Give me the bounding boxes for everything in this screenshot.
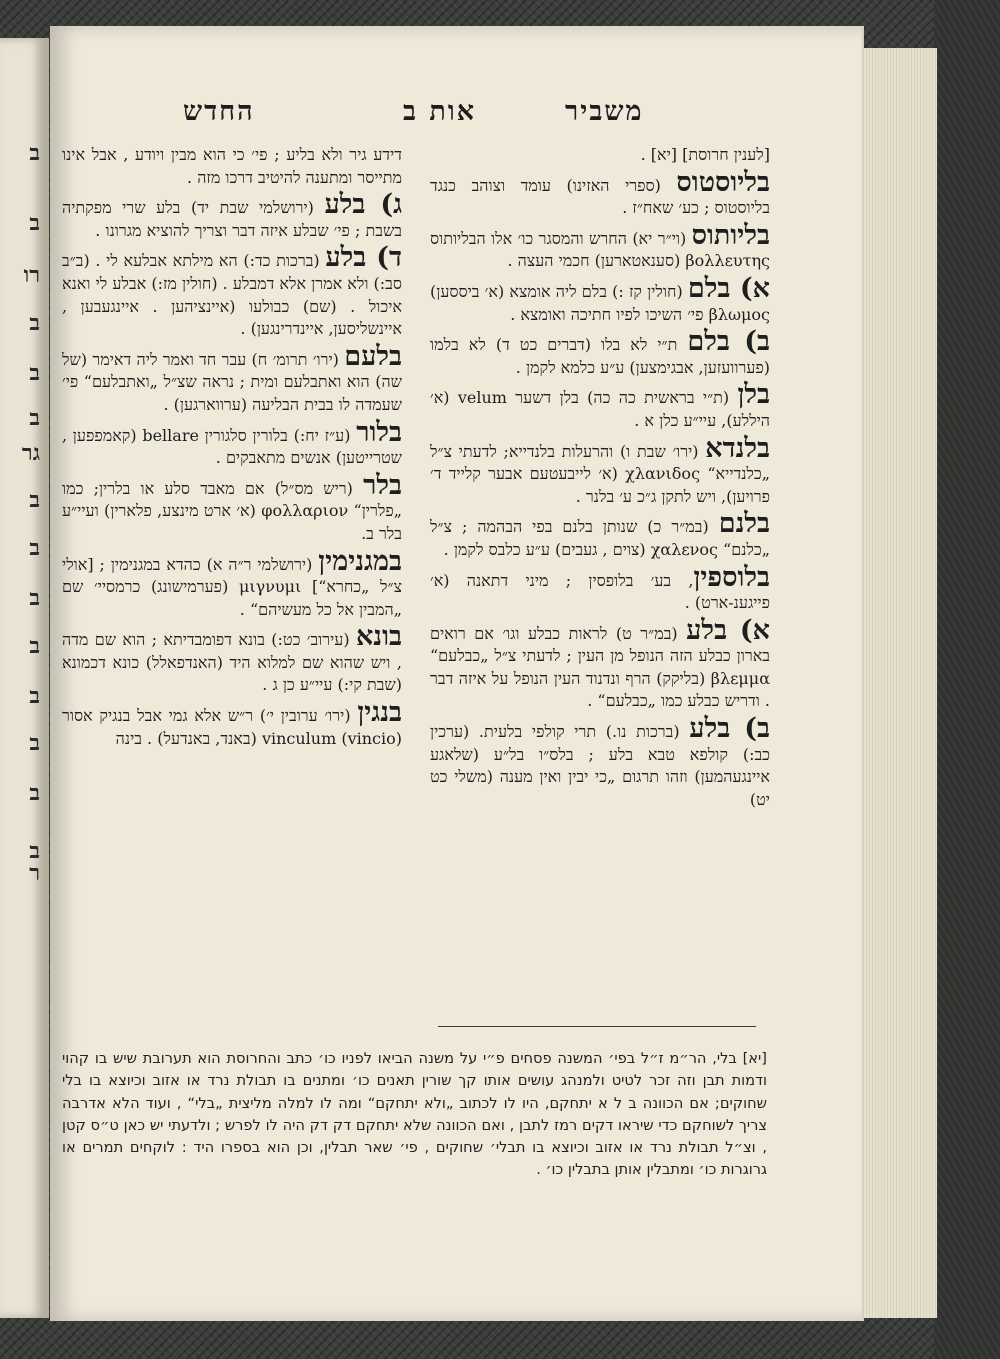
entry-headword: במגנימין xyxy=(318,545,402,577)
left-page-letter: ב xyxy=(29,310,40,336)
dictionary-entry xyxy=(62,545,402,622)
entry-headword: א) בלע xyxy=(686,614,771,646)
entry-headword: בליותוס xyxy=(691,219,770,251)
entry-headword: בליוסטוס xyxy=(676,166,770,198)
left-page-letter: ב xyxy=(29,780,40,806)
dictionary-entry xyxy=(62,244,402,340)
entry-text: (ירו׳ ערובין י׳) ר״ש אלא גמי אבל בנגיק אסור vinculum (vincio) (באנד, באנדעל) . בינה xyxy=(62,706,402,748)
dictionary-entry xyxy=(430,272,771,326)
entry-headword: ב) בלע xyxy=(689,713,771,745)
dictionary-entry xyxy=(430,144,770,167)
left-page-letter: ב xyxy=(29,730,40,756)
dictionary-entry xyxy=(62,191,402,242)
entry-text: (ירושלמי שבת יד) בלע שרי מפקתיה בשבת ; פי׳ שבלע איזה דבר וצריך להוציא מגרונו . xyxy=(62,198,402,240)
dictionary-entry xyxy=(430,328,770,379)
entry-headword: ב) בלם xyxy=(687,326,771,358)
left-page-letter: ר xyxy=(29,860,40,886)
entry-text: (ירו׳ שבת ו) והרעלות בלנדייא; לדעתי צ״ל „כלנדייא“ χλανιδος (א׳ לייבעטעם אבער קלייד ד׳ פרויען), ויש לתקן ג״כ ע׳ בלנר . xyxy=(430,441,770,506)
left-page-letter: ב xyxy=(29,487,40,513)
entry-text: (ריש מס״ל) אם מאבד סלע או בלרין; כמו „פלרין“ φολλαριον (א׳ ארט מינצע, פלארין) ועיי״ע בלר ב. xyxy=(62,478,402,543)
entry-text: (ת״י בראשית כה כה) בלן דשער velum (א׳ היללע), עיי״ע כלן א . xyxy=(430,388,770,430)
entry-headword: בלור xyxy=(356,416,403,448)
dictionary-entry xyxy=(430,510,770,561)
dictionary-entry xyxy=(62,469,402,546)
left-page-edge xyxy=(0,38,49,1318)
dictionary-entry xyxy=(430,432,770,509)
entry-headword: בלנדא xyxy=(705,432,770,464)
left-page-letter: ב xyxy=(29,683,40,709)
footnote: [יא] בלי, הר״מ ז״ל בפי׳ המשנה פסחים פ״י על משנה הביאו לפניו כו׳ כתב והחרוסת הוא תערובת שיש בו קהוי ודמות תבן וזה זכר לטיט ולמנהג עושים אותו קך שורין תאנים כו׳ ומתנים בו תבולת נרד או אזוב וכיוצא בו בלי שחוקים; אם הכוונה ב ל א יתחקם, היו לו לכתוב „ולא יתחקם“ ומה לו למלה מליצית „בלי“ , ועוד הלא אדרבה צריך לשוחקם כדי שיראו דקים רמז לתבן , ואם הכוונה שלא יתחקם דק דק היה לו לפרש ; ולדעתי יש כאן ט״ס קטן , וצ״ל תבולת נרד או אזוב וכיוצא בו תבלי׳ שחוקים , פי׳ שאר תבלין, וכן הוא בספרו היד : לוקחים תמרים או גרוגרות כו׳ ומתבלין אותן בתבלין כו׳ . xyxy=(62,1050,767,1179)
entry-text: [לענין חרוסת] [יא] . xyxy=(640,145,770,164)
left-page-letter: ב xyxy=(29,585,40,611)
dictionary-entry xyxy=(430,381,770,432)
running-head-left: החדש xyxy=(183,96,255,127)
running-head-right: משביר xyxy=(565,96,644,127)
running-head-center: אות ב xyxy=(403,96,477,127)
dictionary-entry xyxy=(430,219,770,273)
left-page-letter: ב xyxy=(29,140,40,166)
entry-headword: ג) בלע xyxy=(324,189,402,221)
book-board-right xyxy=(934,0,1000,1359)
left-page-letter: רו xyxy=(23,262,40,288)
left-page-letter: ב xyxy=(29,535,40,561)
entry-text: ת״י לא בלו (דברים כט ד) לא בלמו (פערוועזען, אבגימצען) ע״ע כלמא לקמן . xyxy=(430,335,770,377)
dictionary-entry xyxy=(430,561,770,615)
left-page-letter: ב xyxy=(29,405,40,431)
entry-text: (עירוב׳ כט:) בונא דפומבדיתא ; הוא שם מדה , ויש שהוא שם למלוא היד (האנדפאלל) כונא דכמונא (שבת קי:) עיי״ע כן ג . xyxy=(62,630,402,695)
entry-text: (וי״ר יא) החרש והמסגר כו׳ אלו הבליותוס βολλευτης (סענאטארען) חכמי העצה . xyxy=(430,228,770,271)
left-page-letter: ב xyxy=(29,633,40,659)
entry-text: (חולין קז :) בלם ליה אומצא (א׳ ביססען) βλωμος פי׳ השיכו לפיו חתיכה ואומצא . xyxy=(430,281,770,324)
entry-text: , בע׳ בלופסין ; מיני דתאנה (א׳ פייגענ-ארט) . xyxy=(430,570,770,613)
dictionary-entry xyxy=(430,166,770,220)
dictionary-entry xyxy=(430,614,771,713)
left-page-letter: ב xyxy=(29,838,40,864)
entry-headword: בלוספין xyxy=(693,561,770,593)
column-right xyxy=(430,144,770,813)
entry-headword: א) בלם xyxy=(687,272,771,304)
left-page-letter: גר xyxy=(21,440,40,466)
dictionary-entry xyxy=(430,715,770,811)
entry-headword: בלן xyxy=(737,379,771,411)
dictionary-entry xyxy=(62,144,402,189)
entry-text: (ירו׳ תרומ׳ ח) עבר חד ואמר ליה דאימר (של שה) הוא ואתבלעם ומית ; נראה שצ״ל „ואתבלעם“ פי׳ שעמדה לו בבית הבליעה (ערווארגען) . xyxy=(62,349,402,414)
left-page-letter: ב xyxy=(29,210,40,236)
entry-text: (ברכות נו.) תרי קולפי בלעית. (ערכין כב:) קולפא טבא בלע ; בלס״ו בל״ע (שלאגע איינגעהמען) וזהו תרגום „כי יבין ואין מענה (משלי כט יט) xyxy=(430,722,770,809)
entry-headword: בלנם xyxy=(718,508,770,540)
entry-text: (ספרי האזינו) עומד וצוהב כנגד בליוסטוס ; כע׳ שאח״ז . xyxy=(430,175,770,218)
entry-headword: בלר xyxy=(363,469,402,501)
entry-headword: בלעם xyxy=(344,340,402,372)
dictionary-entry xyxy=(62,699,402,750)
entry-text: (במ״ר ט) לראות כבלע וגו׳ אם רואים בארון כבלע הזה הנופל מן העין ; לדעתי צ״ל „כבלעם“ βλεμμα (בליקק) הרף ונדנוד העין הנופל על איזה דבר . ודריש כבלע כמו „כבלעם“ . xyxy=(430,623,770,711)
dictionary-entry xyxy=(62,623,402,697)
entry-text: (ע״ז יח:) בלורין סלגורין bellare (קאמפפען , שטרייטען) אנשים מתאבקים . xyxy=(62,425,402,468)
column-left xyxy=(62,144,402,752)
entry-text: (במ״ר כ) שנותן בלנם בפי הבהמה ; צ״ל „כלנם“ χαλενος (צוים , געבים) ע״ע כלבס לקמן . xyxy=(430,517,770,559)
dictionary-entry xyxy=(62,340,402,417)
entry-headword: ד) בלע xyxy=(325,242,402,274)
page-edges xyxy=(860,48,937,1318)
footnote-rule xyxy=(438,1026,756,1027)
entry-headword: בנגין xyxy=(357,697,402,729)
entry-text: (ברכות כד:) הא מילתא אבלעא לי . (ב״ב סב:) ולא אמרן אלא דמבלע . (חולין מז:) אבלע לי ואנא איכול . (שם) כבולעו (איינציהען . איינגעבען , איינשליסען, איינדרינגען) . xyxy=(62,251,402,339)
left-page-letter: ב xyxy=(29,360,40,386)
entry-text: (ירושלמי ר״ה א) כהדא במגנימין ; [אולי צ״ל „כחרא“] μιγνυμι (פערמישונג) כרמסיי׳ שם „המבין אל כל מעשיהם“ . xyxy=(62,554,402,619)
entry-text: דידע גיר ולא בליע ; פי׳ כי הוא מבין ויודע , אבל אינו מתייסר ומתענה להיטיב דרכו מזה . xyxy=(62,145,402,187)
dictionary-entry xyxy=(62,416,403,470)
entry-headword: בונא xyxy=(355,621,402,653)
